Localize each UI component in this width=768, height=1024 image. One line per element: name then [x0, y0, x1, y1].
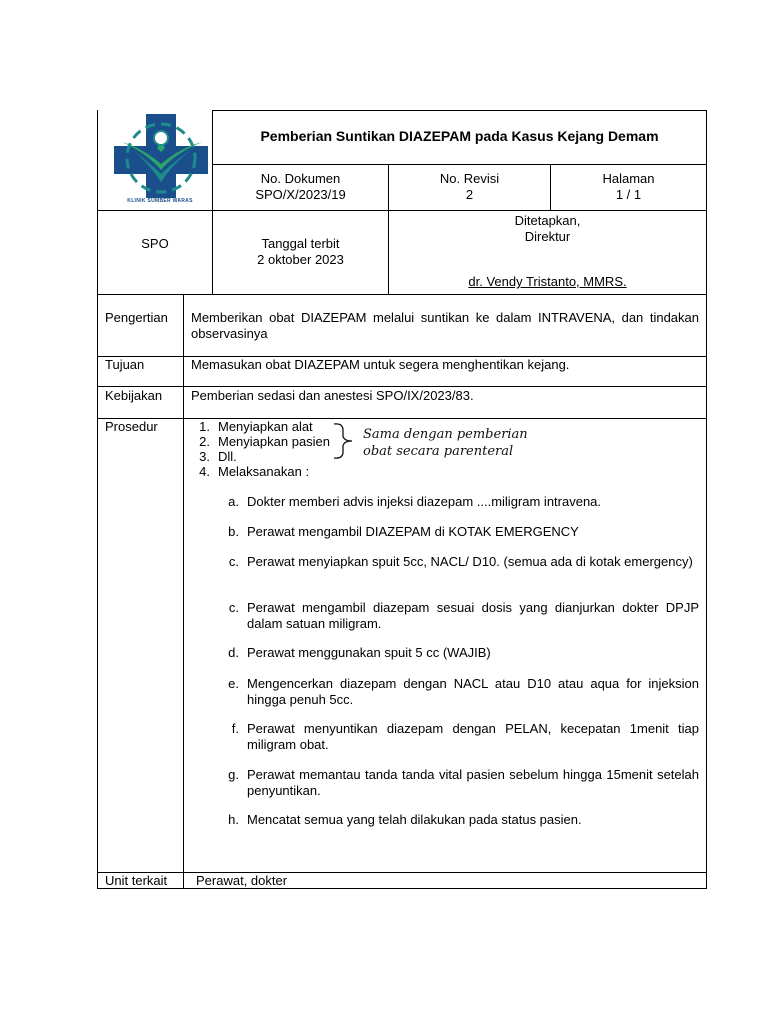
list-item: a. Dokter memberi advis injeksi diazepam ....miligram intravena.: [228, 494, 602, 509]
list-item: b. Perawat mengambil DIAZEPAM di KOTAK EMERGENCY: [228, 524, 579, 539]
unit-terkait-text: Perawat, dokter: [196, 873, 288, 888]
list-item: e. Mengencerkan diazepam dengan NACL atau D10 atau aqua for injeksion hingga penuh 5cc.: [228, 676, 699, 707]
list-item: 1. Menyiapkan alat: [199, 419, 313, 434]
kebijakan-text: Pemberian sedasi dan anestesi SPO/IX/2023/83.: [191, 388, 474, 403]
list-item: c. Perawat mengambil diazepam sesuai dosis yang dianjurkan dokter DPJP dalam satuan miligram.: [228, 600, 699, 631]
spo-label: SPO: [141, 236, 169, 251]
list-item: 2. Menyiapkan pasien: [199, 434, 331, 449]
logo-text: KLINIK SUMBER WARAS: [127, 198, 193, 204]
page-value: 1 / 1: [615, 187, 642, 202]
label-kebijakan: Kebijakan: [105, 388, 163, 403]
list-item: h. Mencatat semua yang telah dilakukan pada status pasien.: [228, 812, 582, 827]
label-pengertian: Pengertian: [105, 310, 168, 325]
clinic-logo-icon: [108, 112, 212, 210]
label-unit-terkait: Unit terkait: [105, 873, 168, 888]
handwritten-brace-icon: [332, 421, 360, 461]
pengertian-text: Memberikan obat DIAZEPAM melalui suntikan ke dalam INTRAVENA, dan tindakan observasinya: [191, 310, 699, 341]
list-item: 4. Melaksanakan :: [199, 464, 310, 479]
clinic-logo: [108, 112, 212, 210]
issued-label: Tanggal terbit: [261, 236, 340, 251]
page-label: Halaman: [602, 171, 655, 186]
issued-date: 2 oktober 2023: [257, 252, 344, 267]
doc-no-label: No. Dokumen: [260, 171, 341, 186]
list-item: c. Perawat menyiapkan spuit 5cc, NACL/ D10. (semua ada di kotak emergency): [228, 554, 693, 569]
doc-no-value: SPO/X/2023/19: [255, 187, 346, 202]
document-title: Pemberian Suntikan DIAZEPAM pada Kasus Kejang Demam: [260, 128, 659, 144]
approved-label: Ditetapkan,: [514, 213, 581, 228]
list-item: 3. Dll.: [199, 449, 237, 464]
revision-label: No. Revisi: [439, 171, 500, 186]
handwritten-note-line2: obat secara parenteral: [363, 444, 514, 459]
list-item: g. Perawat memantau tanda tanda vital pasien sebelum hingga 15menit setelah penyuntikan.: [228, 767, 699, 798]
tujuan-text: Memasukan obat DIAZEPAM untuk segera menghentikan kejang.: [191, 357, 570, 372]
director-title: Direktur: [524, 229, 571, 244]
list-item: d. Perawat menggunakan spuit 5 cc (WAJIB): [228, 645, 491, 660]
label-tujuan: Tujuan: [105, 357, 145, 372]
director-name: dr. Vendy Tristanto, MMRS.: [468, 274, 627, 289]
label-prosedur: Prosedur: [105, 419, 158, 434]
revision-value: 2: [465, 187, 474, 202]
list-item: f. Perawat menyuntikan diazepam dengan PELAN, kecepatan 1menit tiap miligram obat.: [231, 721, 699, 752]
handwritten-note-line1: Sama dengan pemberian: [363, 427, 528, 442]
